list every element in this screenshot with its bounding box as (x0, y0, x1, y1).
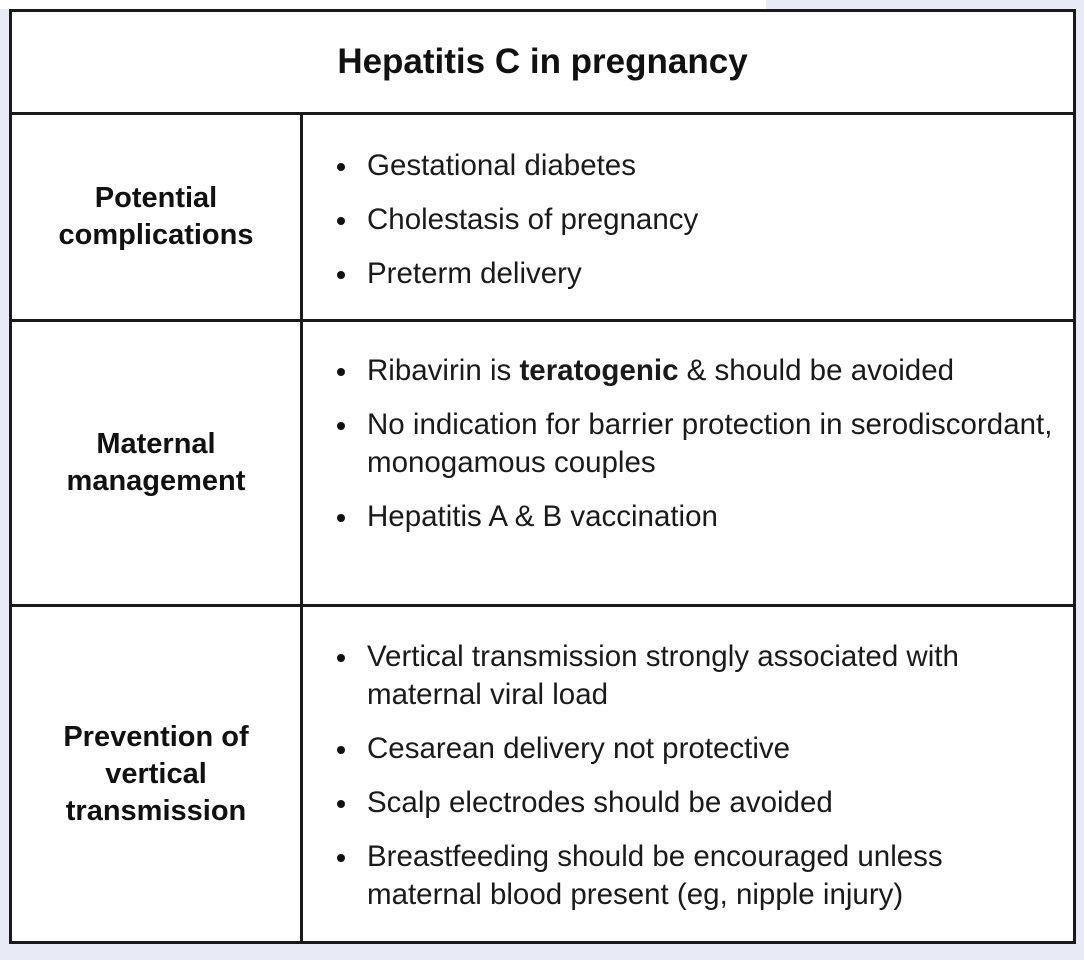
list-item: Breastfeeding should be encouraged unless maternal blood present (eg, nipple injury) (331, 838, 1053, 914)
complications-list (331, 147, 1053, 293)
row-body-complications (303, 115, 1073, 319)
table-row-vertical-transmission (12, 607, 1073, 941)
list-item: Gestational diabetes (331, 147, 1053, 185)
hepatitis-c-table (9, 9, 1076, 944)
list-item: Scalp electrodes should be avoided (331, 784, 1053, 822)
emphasis-teratogenic: teratogenic (519, 354, 679, 387)
cropped-caption-strip (0, 0, 766, 9)
list-item: Cholestasis of pregnancy (331, 201, 1053, 239)
table-row-complications (12, 115, 1073, 322)
row-body-vertical-transmission (303, 607, 1073, 941)
row-label-management: Maternal management (12, 322, 303, 604)
management-list (331, 352, 1053, 536)
list-item: No indication for barrier protection in serodiscordant, monogamous couples (331, 406, 1053, 482)
table-title-row (12, 12, 1073, 115)
vertical-transmission-list (331, 638, 1053, 914)
row-label-vertical-transmission: Prevention of vertical transmission (12, 607, 303, 941)
list-item: Vertical transmission strongly associated with maternal viral load (331, 638, 1053, 714)
table-row-management (12, 322, 1073, 607)
list-item: Preterm delivery (331, 255, 1053, 293)
table-title: Hepatitis C in pregnancy (337, 42, 748, 81)
row-body-management (303, 322, 1073, 604)
list-item: Ribavirin is teratogenic & should be avoided (331, 352, 1053, 390)
list-item: Cesarean delivery not protective (331, 730, 1053, 768)
row-label-complications: Potential complications (12, 115, 303, 319)
list-item: Hepatitis A & B vaccination (331, 498, 1053, 536)
